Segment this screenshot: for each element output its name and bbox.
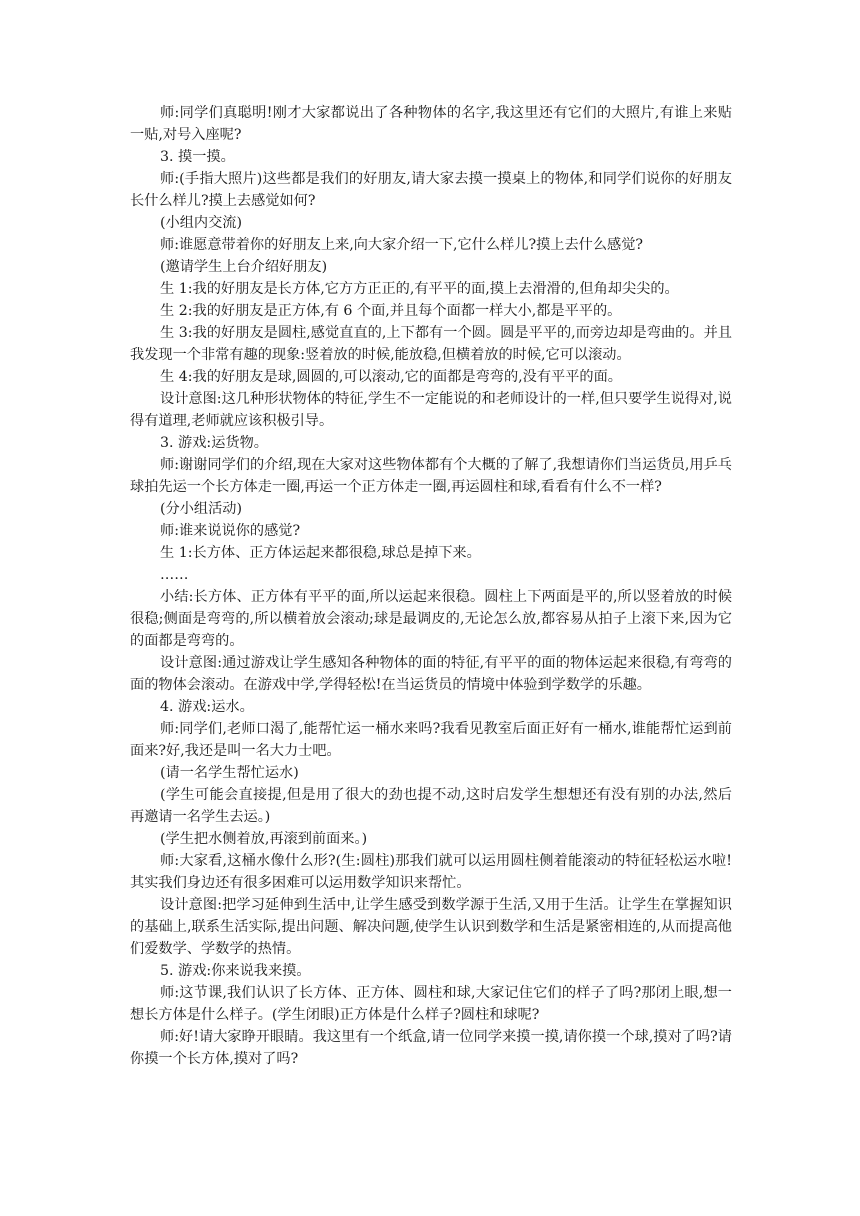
paragraph: 师:谁愿意带着你的好朋友上来,向大家介绍一下,它什么样儿?摸上去什么感觉? [160, 237, 644, 253]
document-body [130, 102, 732, 1070]
ellipsis-paragraph: …… [160, 567, 189, 583]
paragraph: 生 1:长方体、正方体运起来都很稳,球总是掉下来。 [160, 545, 481, 561]
section-heading: 3. 摸一摸。 [160, 149, 235, 165]
paragraph: (小组内交流) [160, 215, 243, 231]
paragraph: 师:这节课,我们认识了长方体、正方体、圆柱和球,大家记住它们的样子了吗?那闭上眼,想一想长方体是什么样子。(学生闭眼)正方体是什么样子?圆柱和球呢? [130, 985, 732, 1023]
paragraph: 师:(手指大照片)这些都是我们的好朋友,请大家去摸一摸桌上的物体,和同学们说你的好朋友长什么样儿?摸上去感觉如何? [130, 171, 732, 209]
paragraph: 生 2:我的好朋友是正方体,有 6 个面,并且每个面都一样大小,都是平平的。 [160, 303, 622, 319]
paragraph: (分小组活动) [160, 501, 243, 517]
paragraph: (学生把水侧着放,再滚到前面来。) [160, 831, 368, 847]
paragraph: (请一名学生帮忙运水) [160, 765, 299, 781]
paragraph: 师:同学们真聪明!刚才大家都说出了各种物体的名字,我这里还有它们的大照片,有谁上来贴一贴,对号入座呢? [130, 105, 732, 143]
paragraph: 生 3:我的好朋友是圆柱,感觉直直的,上下都有一个圆。圆是平平的,而旁边却是弯曲的。并且我发现一个非常有趣的现象:竖着放的时候,能放稳,但横着放的时候,它可以滚动。 [130, 325, 732, 363]
paragraph: (邀请学生上台介绍好朋友) [160, 259, 328, 275]
design-intent-paragraph: 设计意图:通过游戏让学生感知各种物体的面的特征,有平平的面的物体运起来很稳,有弯弯的面的物体会滚动。在游戏中学,学得轻松!在当运货员的情境中体验到学数学的乐趣。 [130, 655, 732, 693]
paragraph: 生 1:我的好朋友是长方体,它方方正正的,有平平的面,摸上去滑滑的,但角却尖尖的。 [160, 281, 679, 297]
paragraph: 师:谢谢同学们的介绍,现在大家对这些物体都有个大概的了解了,我想请你们当运货员,用乒乓球拍先运一个长方体走一圈,再运一个正方体走一圈,再运圆柱和球,看看有什么不一样? [130, 457, 732, 495]
summary-paragraph: 小结:长方体、正方体有平平的面,所以运起来很稳。圆柱上下两面是平的,所以竖着放的时候很稳;侧面是弯弯的,所以横着放会滚动;球是最调皮的,无论怎么放,都容易从拍子上滚下来,因为它的面都是弯弯的。 [130, 589, 732, 649]
design-intent-paragraph: 设计意图:这几种形状物体的特征,学生不一定能说的和老师设计的一样,但只要学生说得对,说得有道理,老师就应该积极引导。 [130, 391, 732, 429]
paragraph: 师:谁来说说你的感觉? [160, 523, 301, 539]
paragraph: 师:好!请大家睁开眼睛。我这里有一个纸盒,请一位同学来摸一摸,请你摸一个球,摸对了吗?请你摸一个长方体,摸对了吗? [130, 1029, 732, 1067]
paragraph: 师:同学们,老师口渴了,能帮忙运一桶水来吗?我看见教室后面正好有一桶水,谁能帮忙运到前面来?好,我还是叫一名大力士吧。 [130, 721, 732, 759]
paragraph: 师:大家看,这桶水像什么形?(生:圆柱)那我们就可以运用圆柱侧着能滚动的特征轻松运水啦!其实我们身边还有很多困难可以运用数学知识来帮忙。 [130, 853, 732, 891]
design-intent-paragraph: 设计意图:把学习延伸到生活中,让学生感受到数学源于生活,又用于生活。让学生在掌握知识的基础上,联系生活实际,提出问题、解决问题,使学生认识到数学和生活是紧密相连的,从而提高他们爱数学、学数学的热情。 [130, 897, 732, 957]
section-heading: 5. 游戏:你来说我来摸。 [160, 963, 311, 979]
paragraph: 生 4:我的好朋友是球,圆圆的,可以滚动,它的面都是弯弯的,没有平平的面。 [160, 369, 622, 385]
paragraph: (学生可能会直接提,但是用了很大的劲也提不动,这时启发学生想想还有没有别的办法,然后再邀请一名学生去运。) [130, 787, 732, 825]
section-heading: 4. 游戏:运水。 [160, 699, 254, 715]
section-heading: 3. 游戏:运货物。 [160, 435, 268, 451]
